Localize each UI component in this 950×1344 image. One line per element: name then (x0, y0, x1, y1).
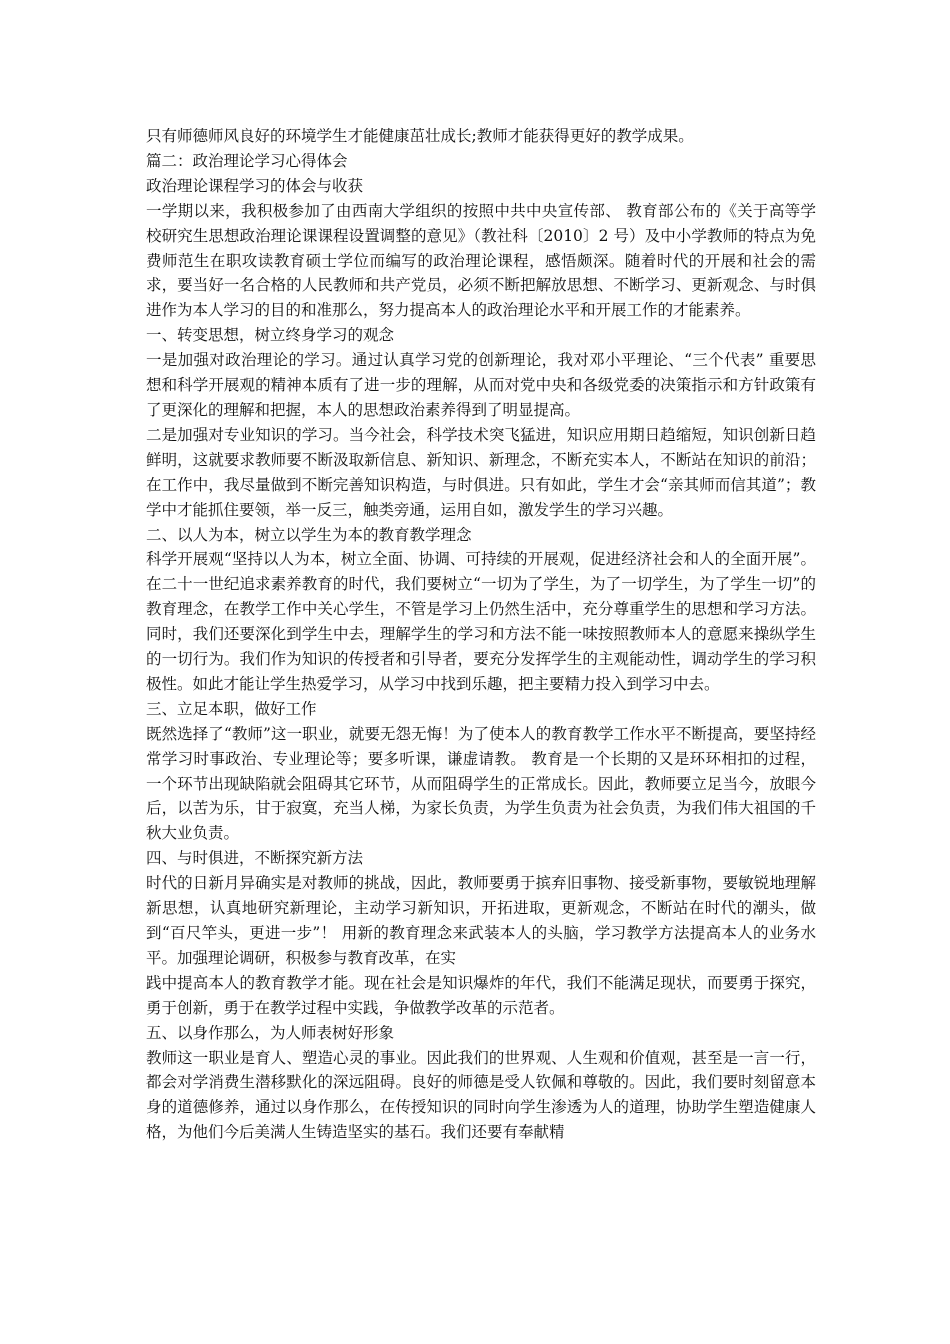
heading-part-1: 一、转变思想，树立终身学习的观念 (146, 326, 395, 345)
paragraph-new-methods: 时代的日新月异确实是对教师的挑战，因此，教师要勇于摈弃旧事物、接受新事物，要敏锐地理解新思想，认真地研究新理论，主动学习新知识，开拓进取，更新观念，不断站在时代的潮头，做到“百尺竿头，更进一步”！ 用新的教育理念来武装本人的头脑，学习教学方法提高本人的业务水平。加强理论调研，积极参与教育改革，在实 (146, 874, 816, 967)
paragraph-intro-line: 只有师德师风良好的环境学生才能健康茁壮成长;教师才能获得更好的教学成果。 (146, 127, 694, 145)
paragraph-professional-study: 二是加强对专业知识的学习。当今社会，科学技术突飞猛进，知识应用期日趋缩短，知识创新日趋鲜明，这就要求教师要不断汲取新信息、新知识、新理念，不断充实本人，不断站在知识的前沿；在工作中，我尽量做到不断完善知识构造，与时俱进。只有如此，学生才会“亲其师而信其道”；教学中才能抓住要领，举一反三，触类旁通，运用自如，激发学生的学习兴趣。 (146, 425, 816, 519)
heading-part-5: 五、以身作那么，为人师表树好形象 (146, 1023, 395, 1042)
paragraph-role-model: 教师这一职业是育人、塑造心灵的事业。因此我们的世界观、人生观和价值观，甚至是一言一行，都会对学消费生潜移默化的深远阻碍。良好的师德是受人钦佩和尊敬的。因此，我们要时刻留意本身的道德修养，通过以身作那么，在传授知识的同时向学生渗透为人的道理，协助学生塑造健康人格，为他们今后美满人生铸造坚实的基石。我们还要有奉献精 (146, 1048, 816, 1142)
heading-part-4: 四、与时俱进，不断探究新方法 (146, 849, 364, 868)
section-heading: 篇二：政治理论学习心得体会 (146, 151, 348, 170)
paragraph-student-centered: 科学开展观“坚持以人为本，树立全面、协调、可持续的开展观，促进经济社会和人的全面开展”。在二十一世纪追求素养教育的时代，我们要树立“一切为了学生，为了一切学生，为了学生一切”的教育理念，在教学工作中关心学生，不管是学习上仍然生活中，充分尊重学生的思想和学习方法。同时，我们还要深化到学生中去，理解学生的学习和方法不能一味按照教师本人的意愿来操纵学生的一切行为。我们作为知识的传授者和引导者，要充分发挥学生的主观能动性，调动学生的学习积极性。如此才能让学生热爱学习，从学习中找到乐趣，把主要精力投入到学习中去。 (146, 550, 816, 693)
paragraph-opening: 一学期以来，我积极参加了由西南大学组织的按照中共中央宣传部、 教育部公布的《关于高等学校研究生思想政治理论课课程设置调整的意见》（教社科〔2010〕2 号）及中小学教师的特点为免费师范生在职攻读教育硕士学位而编写的政治理论课程，感悟颇深。随着时代的开展和社会的需求，要当好一名合格的人民教师和共产党员，必须不断把解放思想、不断学习、更新观念、与时俱进作为本人学习的目的和准那么，努力提高本人的政治理论水平和开展工作的才能素养。 (146, 201, 816, 320)
article-title: 政治理论课程学习的体会与收获 (146, 176, 364, 195)
paragraph-new-methods-continued: 践中提高本人的教育教学才能。现在社会是知识爆炸的年代，我们不能满足现状，而要勇于探究，勇于创新，勇于在教学过程中实践，争做教学改革的示范者。 (146, 973, 816, 1017)
paragraph-duty: 既然选择了“教师”这一职业，就要无怨无悔！为了使本人的教育教学工作水平不断提高，要坚持经常学习时事政治、专业理论等；要多听课，谦虚请教。 教育是一个长期的又是环环相扣的过程，一个环节出现缺陷就会阻碍其它环节，从而阻碍学生的正常成长。因此，教师要立足当今，放眼今后，以苦为乐，甘于寂寞，充当人梯，为家长负责，为学生负责为社会负责，为我们伟大祖国的千秋大业负责。 (146, 724, 816, 843)
heading-part-2: 二、以人为本，树立以学生为本的教育教学理念 (146, 525, 472, 544)
heading-part-3: 三、立足本职，做好工作 (146, 699, 317, 718)
document-page (146, 124, 816, 1145)
paragraph-theory-study: 一是加强对政治理论的学习。通过认真学习党的创新理论，我对邓小平理论、“三个代表” 重要思想和科学开展观的精神本质有了进一步的理解，从而对党中央和各级党委的决策指示和方针政策有了更深化的理解和把握，本人的思想政治素养得到了明显提高。 (146, 351, 816, 419)
